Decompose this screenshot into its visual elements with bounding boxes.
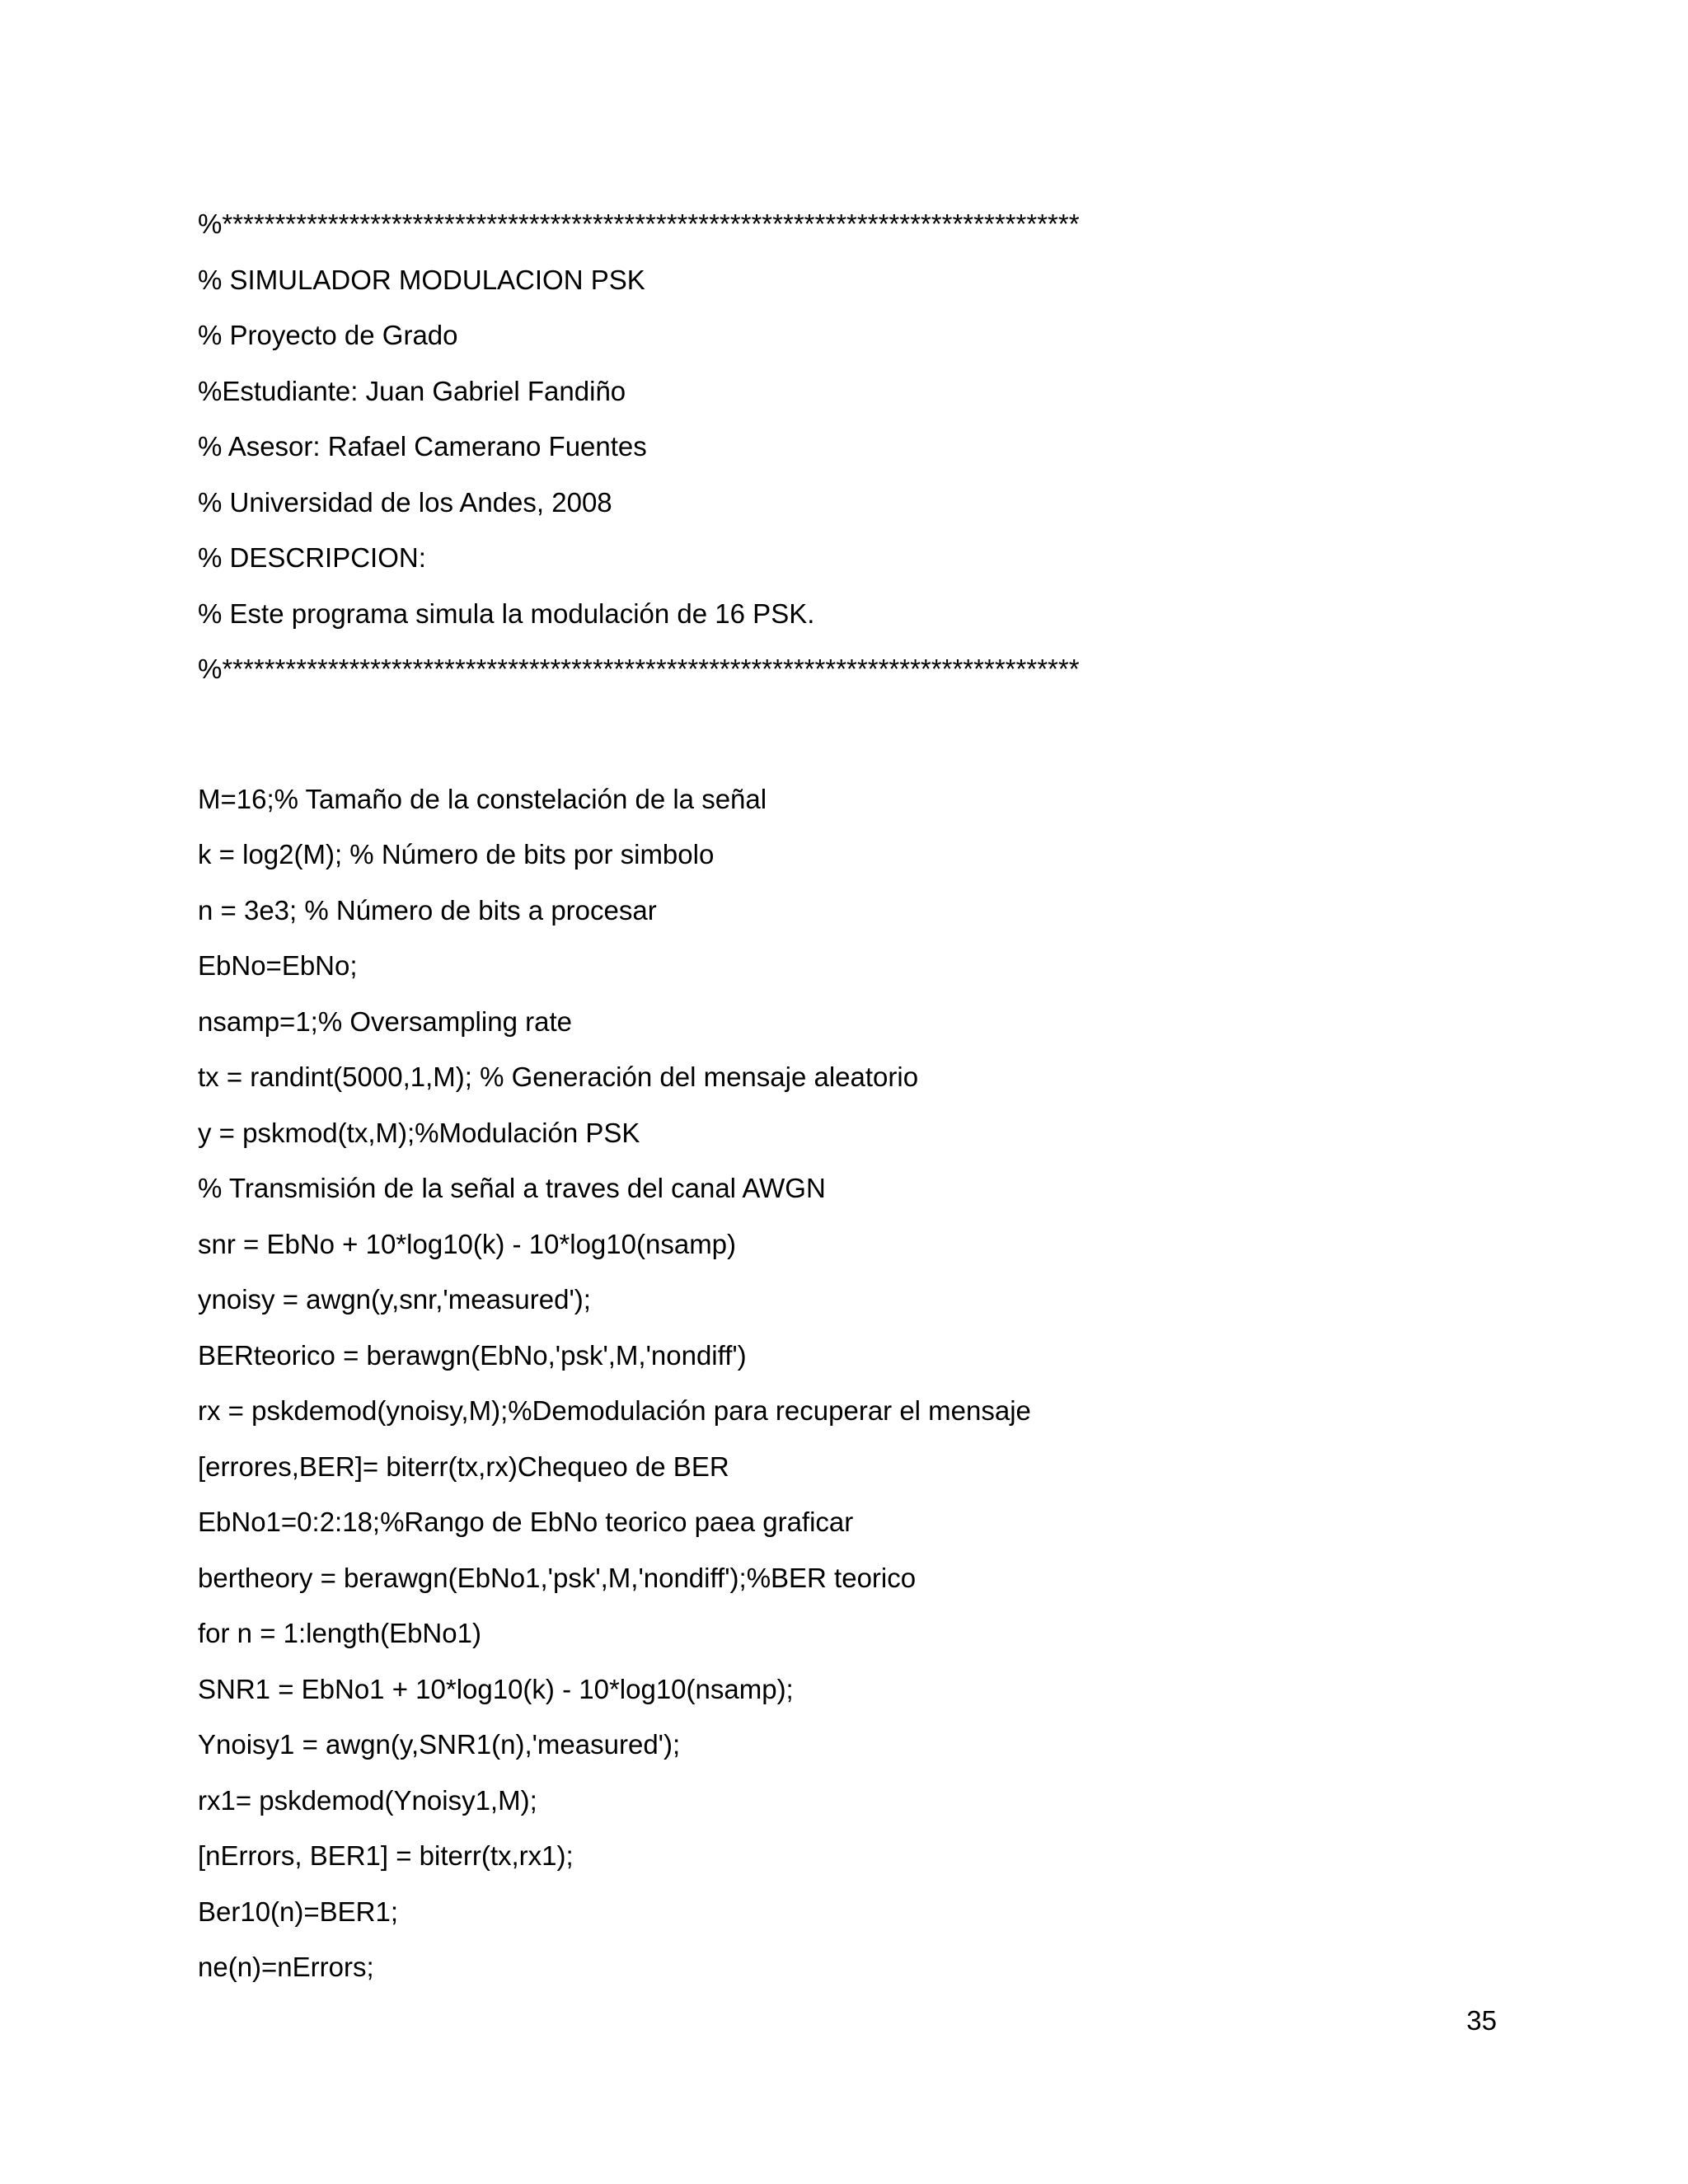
code-line: nsamp=1;% Oversampling rate [198,1005,572,1037]
code-line: BERteorico = berawgn(EbNo,'psk',M,'nondiff') [198,1339,747,1371]
header-border-top: %********************************************************************************* [198,209,1080,239]
code-line: EbNo1=0:2:18;%Rango de EbNo teorico paea graficar [198,1507,854,1537]
header-line: % DESCRIPCION: [198,542,426,573]
page-number: 35 [1466,2005,1497,2036]
page-content [198,196,1517,1995]
header-line: % Universidad de los Andes, 2008 [198,486,612,518]
code-line: [errores,BER]= biterr(tx,rx)Chequeo de BER [198,1451,729,1482]
code-line: n = 3e3; % Número de bits a procesar [198,894,657,926]
code-line: y = pskmod(tx,M);%Modulación PSK [198,1117,640,1148]
code-line: bertheory = berawgn(EbNo1,'psk',M,'nondiff');%BER teorico [198,1562,917,1593]
header-line: % SIMULADOR MODULACION PSK [198,264,645,295]
code-line: M=16;% Tamaño de la constelación de la señal [198,783,767,814]
code-line: for n = 1:length(EbNo1) [198,1618,481,1648]
code-line: % Transmisión de la señal a traves del canal AWGN [198,1173,826,1203]
code-line: SNR1 = EbNo1 + 10*log10(k) - 10*log10(nsamp); [198,1673,794,1704]
code-line: tx = randint(5000,1,M); % Generación del mensaje aleatorio [198,1062,919,1092]
code-line: rx1= pskdemod(Ynoisy1,M); [198,1784,537,1816]
code-line: Ber10(n)=BER1; [198,1896,399,1927]
code-line: ynoisy = awgn(y,snr,'measured'); [198,1284,591,1315]
header-line: % Proyecto de Grado [198,320,458,350]
header-line: %Estudiante: Juan Gabriel Fandiño [198,375,626,406]
code-line: EbNo=EbNo; [198,950,358,981]
code-line: Ynoisy1 = awgn(y,SNR1(n),'measured'); [198,1729,681,1760]
section-gap [198,697,1517,771]
code-line: snr = EbNo + 10*log10(k) - 10*log10(nsamp) [198,1228,737,1259]
code-line: k = log2(M); % Número de bits por simbolo [198,839,715,869]
code-line: [nErrors, BER1] = biterr(tx,rx1); [198,1840,574,1871]
header-line: % Este programa simula la modulación de 16 PSK. [198,598,815,629]
code-line: ne(n)=nErrors; [198,1952,374,1982]
header-line: % Asesor: Rafael Camerano Fuentes [198,431,647,462]
header-border-bottom: %********************************************************************************* [198,654,1080,684]
code-line: rx = pskdemod(ynoisy,M);%Demodulación para recuperar el mensaje [198,1395,1031,1426]
